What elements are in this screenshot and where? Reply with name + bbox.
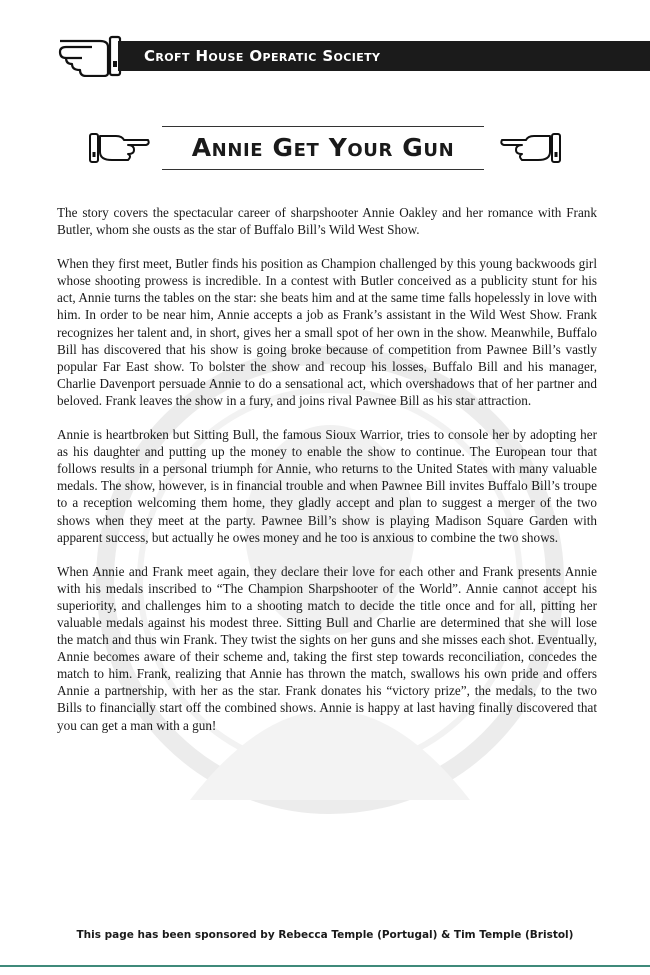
title-box [162,126,484,170]
pointing-hand-right-icon [88,130,152,166]
bottom-divider [0,965,650,967]
paragraph: The story covers the spectacular career of sharpshooter Annie Oakley and her romance with Frank Butler, whom she ousts as the star of Buffalo Bill’s Wild West Show. [57,205,597,238]
page-title: Annie Get Your Gun [191,133,455,162]
header-bar [118,41,650,71]
paragraph: When Annie and Frank meet again, they declare their love for each other and Frank presents Annie with his medals inscribed to “The Champion Sharpshooter of the World”. Annie cannot accept his superiority, and challenges him to a shooting match to decide the title once and for all, pitting her valuable medals against his modest three. Sitting Bull and Charlie are determined that she will lose the match and thus win Frank. They twist the sights on her guns and she misses each shot. Eventually, Annie becomes aware of their scheme and, taking the first step towards reconciliation, concedes the match to him. Frank, realizing that Annie has thrown the match, swallows his own pride and offers Annie a partnership, with her as the star. Frank donates his “victory prize”, the medals, to the two Bills to financially start off the combined shows. Annie is happy at last having finally discovered that you can get a man with a gun! [57,563,597,733]
synopsis [57,204,597,751]
pointing-hand-left-icon [498,130,562,166]
paragraph: Annie is heartbroken but Sitting Bull, the famous Sioux Warrior, tries to console her by adopting her as his daughter and putting up the money to enable the show to continue. The European tour that follows results in a personal triumph for Annie, who returns to the United States with many valuable medals. The show, however, is in financial trouble and when Pawnee Bill invites Buffalo Bill’s troupe to a reception welcoming them home, they gladly accept and plan to suggest a merger of the two shows when they meet at the party. Pawnee Bill’s show is playing Madison Square Garden with apparent success, but actually he owes money and he too is anxious to combine the two shows. [57,427,597,545]
paragraph: When they first meet, Butler finds his position as Champion challenged by this young backwoods girl whose shooting prowess is incredible. In a contest with Butler conceived as a publicity stunt for his act, Annie turns the tables on the star: she beats him and at the same time falls hopelessly in love with him. In order to be near him, Annie accepts a job as Frank’s assistant in the Wild West Show. Frank recognizes her talent and, in short, gives her a small spot of her own in the show. Meanwhile, Buffalo Bill has discovered that his show is going broke because of competition from Pawnee Bill’s vastly popular Far East show. To bolster the show and recoup his losses, Buffalo Bill and his manager, Charlie Davenport persuade Annie to do a sensational act, which overshadows that of her partner and beloved. Frank leaves the show in a fury, and joins rival Pawnee Bill as his star attraction. [57,256,597,408]
sponsor-note: This page has been sponsored by Rebecca Temple (Portugal) & Tim Temple (Bristol) [76,929,574,941]
society-name: Croft House Operatic Society [144,47,381,65]
